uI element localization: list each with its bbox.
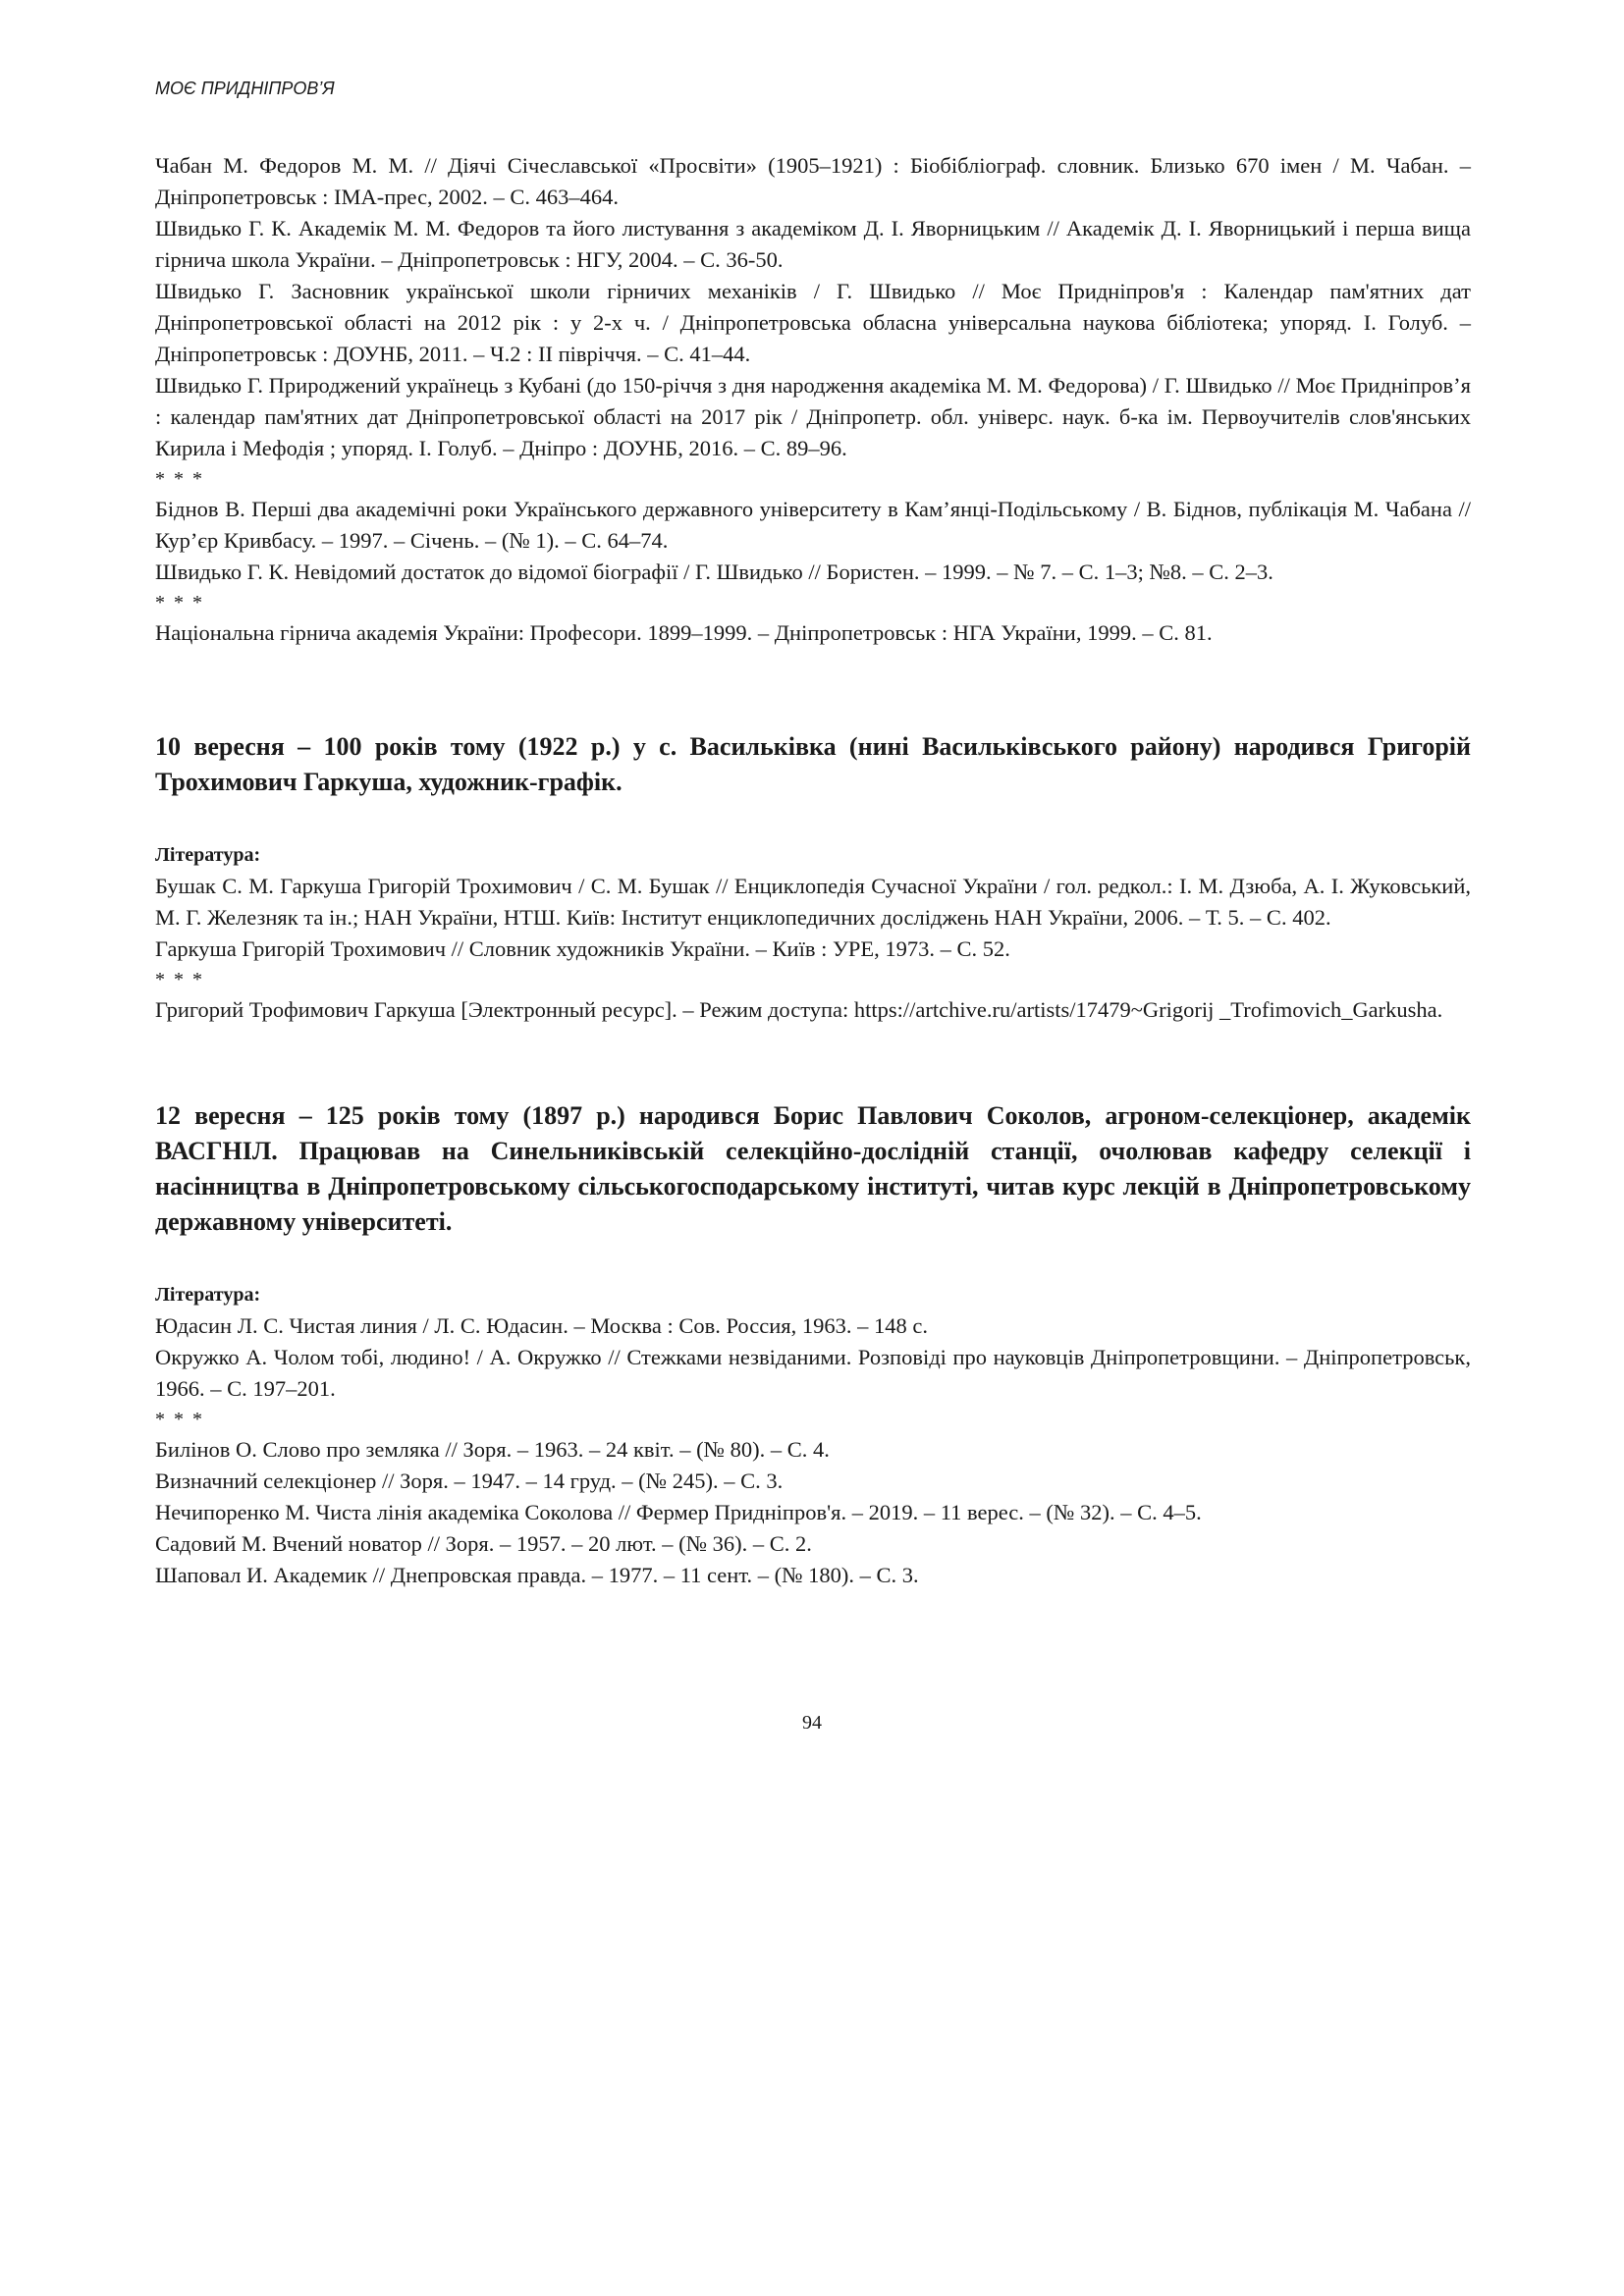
literature-label: Література: bbox=[155, 844, 261, 866]
bibliography-entry: Юдасин Л. С. Чистая линия / Л. С. Юдасин. – Москва : Сов. Россия, 1963. – 148 с. bbox=[155, 1313, 928, 1338]
page-content bbox=[155, 150, 1471, 1591]
bibliography-entry: Садовий М. Вчений новатор // Зоря. – 1957. – 20 лют. – (№ 36). – С. 2. bbox=[155, 1531, 812, 1556]
bibliography-entry: Визначний селекціонер // Зоря. – 1947. – 14 груд. – (№ 245). – С. 3. bbox=[155, 1468, 784, 1493]
spacer bbox=[155, 649, 1471, 729]
section-separator: * * * bbox=[155, 969, 204, 990]
bibliography-block-intro bbox=[155, 150, 1471, 649]
event-title: 10 вересня – 100 років тому (1922 р.) у с. Васильківка (нині Васильківського району) народився Григорій Трохимович Гаркуша, художник-графік. bbox=[155, 732, 1471, 796]
section-separator: * * * bbox=[155, 592, 204, 614]
running-header: МОЄ ПРИДНІПРОВ’Я bbox=[155, 79, 335, 98]
bibliography-entry: Швидько Г. К. Невідомий достаток до відомої біографії / Г. Швидько // Бористен. – 1999. – № 7. – С. 1–3; №8. – С. 2–3. bbox=[155, 560, 1273, 584]
bibliography-entry: Швидько Г. Природжений українець з Кубані (до 150-річчя з дня народження академіка М. М. Федорова) / Г. Швидько // Моє Придніпров’я : календар пам'ятних дат Дніпропетровської області на 2017 рік / Дніпропетр. обл. універс. наук. б-ка ім. Первоучителів слов'янських Кирила і Мефодія ; упоряд. І. Голуб. – Дніпро : ДОУНБ, 2016. – С. 89–96. bbox=[155, 373, 1471, 460]
event-title: 12 вересня – 125 років тому (1897 р.) народився Борис Павлович Соколов, агроном-селекціонер, академік ВАСГНІЛ. Працював на Синельниківській селекційно-дослідній станції, очолював кафедру селекції і насінництва в Дніпропетровському сільськогосподарському інституті, читав курс лекцій в Дніпропетровському державному університеті. bbox=[155, 1101, 1471, 1236]
bibliography-entry: Національна гірнича академія України: Професори. 1899–1999. – Дніпропетровськ : НГА України, 1999. – С. 81. bbox=[155, 620, 1213, 645]
bibliography-entry: Бушак С. М. Гаркуша Григорій Трохимович / С. М. Бушак // Енциклопедія Сучасної України / гол. редкол.: І. М. Дзюба, А. І. Жуковський, М. Г. Железняк та ін.; НАН України, НТШ. Київ: Інститут енциклопедичних досліджень НАН України, 2006. – Т. 5. – С. 402. bbox=[155, 874, 1471, 930]
spacer bbox=[155, 800, 1471, 839]
event-section-sokolov bbox=[155, 1098, 1471, 1591]
bibliography-entry: Швидько Г. Засновник української школи гірничих механіків / Г. Швидько // Моє Придніпров'я : Календар пам'ятних дат Дніпропетровської області на 2012 рік : у 2-х ч. / Дніпропетровська обласна універсальна наукова бібліотека; упоряд. І. Голуб. – Дніпропетровськ : ДОУНБ, 2011. – Ч.2 : ІІ півріччя. – С. 41–44. bbox=[155, 279, 1471, 366]
bibliography-entry: Шаповал И. Академик // Днепровская правда. – 1977. – 11 сент. – (№ 180). – С. 3. bbox=[155, 1563, 919, 1587]
section-separator: * * * bbox=[155, 468, 204, 490]
bibliography-entry: Біднов В. Перші два академічні роки Українського державного університету в Кам’янці-Подільському / В. Біднов, публікація М. Чабана // Кур’єр Кривбасу. – 1997. – Січень. – (№ 1). – С. 64–74. bbox=[155, 497, 1471, 553]
page-number: 94 bbox=[802, 1712, 822, 1734]
spacer bbox=[155, 1026, 1471, 1098]
bibliography-entry: Гаркуша Григорій Трохимович // Словник художників України. – Київ : УРЕ, 1973. – С. 52. bbox=[155, 936, 1010, 961]
bibliography-entry: Окружко А. Чолом тобі, людино! / А. Окружко // Стежками незвіданими. Розповіді про науковців Дніпропетровщини. – Дніпропетровськ, 1966. – С. 197–201. bbox=[155, 1345, 1471, 1401]
bibliography-entry: Нечипоренко М. Чиста лінія академіка Соколова // Фермер Придніпров'я. – 2019. – 11 верес. – (№ 32). – С. 4–5. bbox=[155, 1500, 1202, 1524]
bibliography-entry: Чабан М. Федоров М. М. // Діячі Січеславської «Просвіти» (1905–1921) : Біобібліограф. словник. Близько 670 імен / М. Чабан. – Дніпропетровськ : ІМА-прес, 2002. – С. 463–464. bbox=[155, 153, 1471, 209]
bibliography-entry: Билінов О. Слово про земляка // Зоря. – 1963. – 24 квіт. – (№ 80). – С. 4. bbox=[155, 1437, 830, 1462]
spacer bbox=[155, 1240, 1471, 1279]
section-separator: * * * bbox=[155, 1409, 204, 1430]
bibliography-entry: Григорий Трофимович Гаркуша [Электронный ресурс]. – Режим доступа: https://artchive.ru/artists/17479~Grigorij _Trofimovich_Garkusha. bbox=[155, 997, 1443, 1022]
event-section-garkusha bbox=[155, 729, 1471, 1026]
bibliography-entry: Швидько Г. К. Академік М. М. Федоров та його листування з академіком Д. І. Яворницьким // Академік Д. І. Яворницький і перша вища гірнича школа України. – Дніпропетровськ : НГУ, 2004. – С. 36-50. bbox=[155, 216, 1471, 272]
literature-label: Література: bbox=[155, 1284, 261, 1306]
